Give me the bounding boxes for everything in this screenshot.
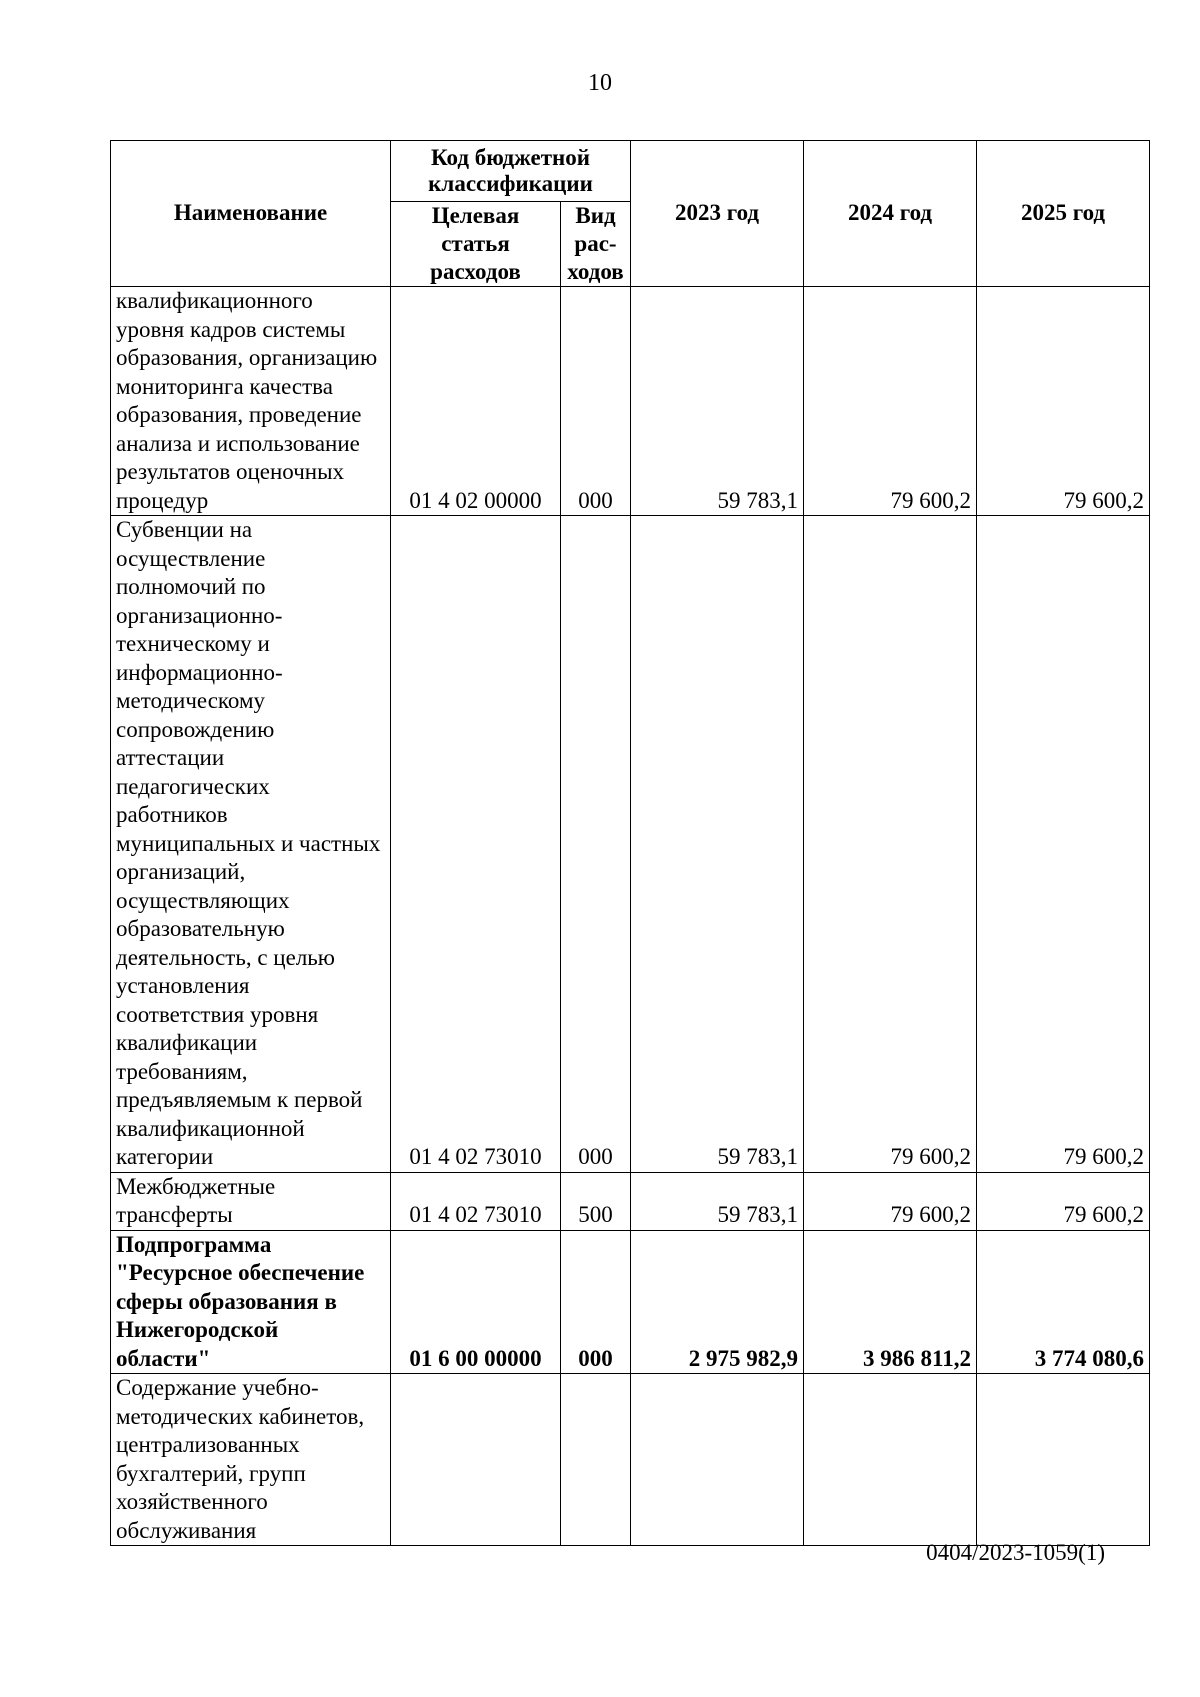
row-name: Содержание учебно- методических кабинетов, централизованных бухгалтерий, групп хозяйственного обслуживания xyxy=(111,1374,391,1546)
header-expense-type: Вид рас-ходов xyxy=(561,202,631,287)
table-row xyxy=(111,287,1150,516)
budget-table xyxy=(110,140,1150,1546)
row-target-article: 01 4 02 73010 xyxy=(391,516,561,1173)
row-value-2025: 3 774 080,6 xyxy=(977,1230,1150,1374)
row-value-2024 xyxy=(804,1374,977,1546)
row-value-2023: 2 975 982,9 xyxy=(631,1230,804,1374)
table-row xyxy=(111,1374,1150,1546)
header-year-2025: 2025 год xyxy=(977,141,1150,287)
row-value-2023: 59 783,1 xyxy=(631,1172,804,1230)
row-value-2025: 79 600,2 xyxy=(977,287,1150,516)
row-value-2024: 79 600,2 xyxy=(804,1172,977,1230)
header-code-group: Код бюджетной классификации xyxy=(391,141,631,202)
row-value-2024: 3 986 811,2 xyxy=(804,1230,977,1374)
row-value-2024: 79 600,2 xyxy=(804,516,977,1173)
row-value-2025: 79 600,2 xyxy=(977,1172,1150,1230)
row-target-article: 01 6 00 00000 xyxy=(391,1230,561,1374)
row-name: Межбюджетные трансферты xyxy=(111,1172,391,1230)
row-name: Субвенции на осуществление полномочий по организационно- техническому и информационно- методическому сопровождению аттестации педагогических работников муниципальных и частных организаций, осуществляющих образовательную деятельность, с целью установления соответствия уровня квалификации требованиям, предъявляемым к первой квалификационной категории xyxy=(111,516,391,1173)
row-expense-type: 000 xyxy=(561,287,631,516)
row-expense-type: 500 xyxy=(561,1172,631,1230)
table-row-subprogram xyxy=(111,1230,1150,1374)
row-target-article: 01 4 02 73010 xyxy=(391,1172,561,1230)
page-number: 10 xyxy=(588,70,612,96)
header-year-2024: 2024 год xyxy=(804,141,977,287)
document-code: 0404/2023-1059(1) xyxy=(926,1540,1105,1565)
row-target-article: 01 4 02 00000 xyxy=(391,287,561,516)
table-row xyxy=(111,516,1150,1173)
row-expense-type xyxy=(561,1374,631,1546)
row-value-2025: 79 600,2 xyxy=(977,516,1150,1173)
header-name: Наименование xyxy=(111,141,391,287)
row-target-article xyxy=(391,1374,561,1546)
row-value-2025 xyxy=(977,1374,1150,1546)
table-row xyxy=(111,1172,1150,1230)
header-target-article: Целевая статья расходов xyxy=(391,202,561,287)
row-value-2024: 79 600,2 xyxy=(804,287,977,516)
row-value-2023: 59 783,1 xyxy=(631,516,804,1173)
row-expense-type: 000 xyxy=(561,516,631,1173)
row-expense-type: 000 xyxy=(561,1230,631,1374)
row-value-2023 xyxy=(631,1374,804,1546)
header-year-2023: 2023 год xyxy=(631,141,804,287)
row-name: Подпрограмма "Ресурсное обеспечение сферы образования в Нижегородской области" xyxy=(111,1230,391,1374)
row-name: квалификационного уровня кадров системы образования, организацию мониторинга качества образования, проведение анализа и использование результатов оценочных процедур xyxy=(111,287,391,516)
row-value-2023: 59 783,1 xyxy=(631,287,804,516)
